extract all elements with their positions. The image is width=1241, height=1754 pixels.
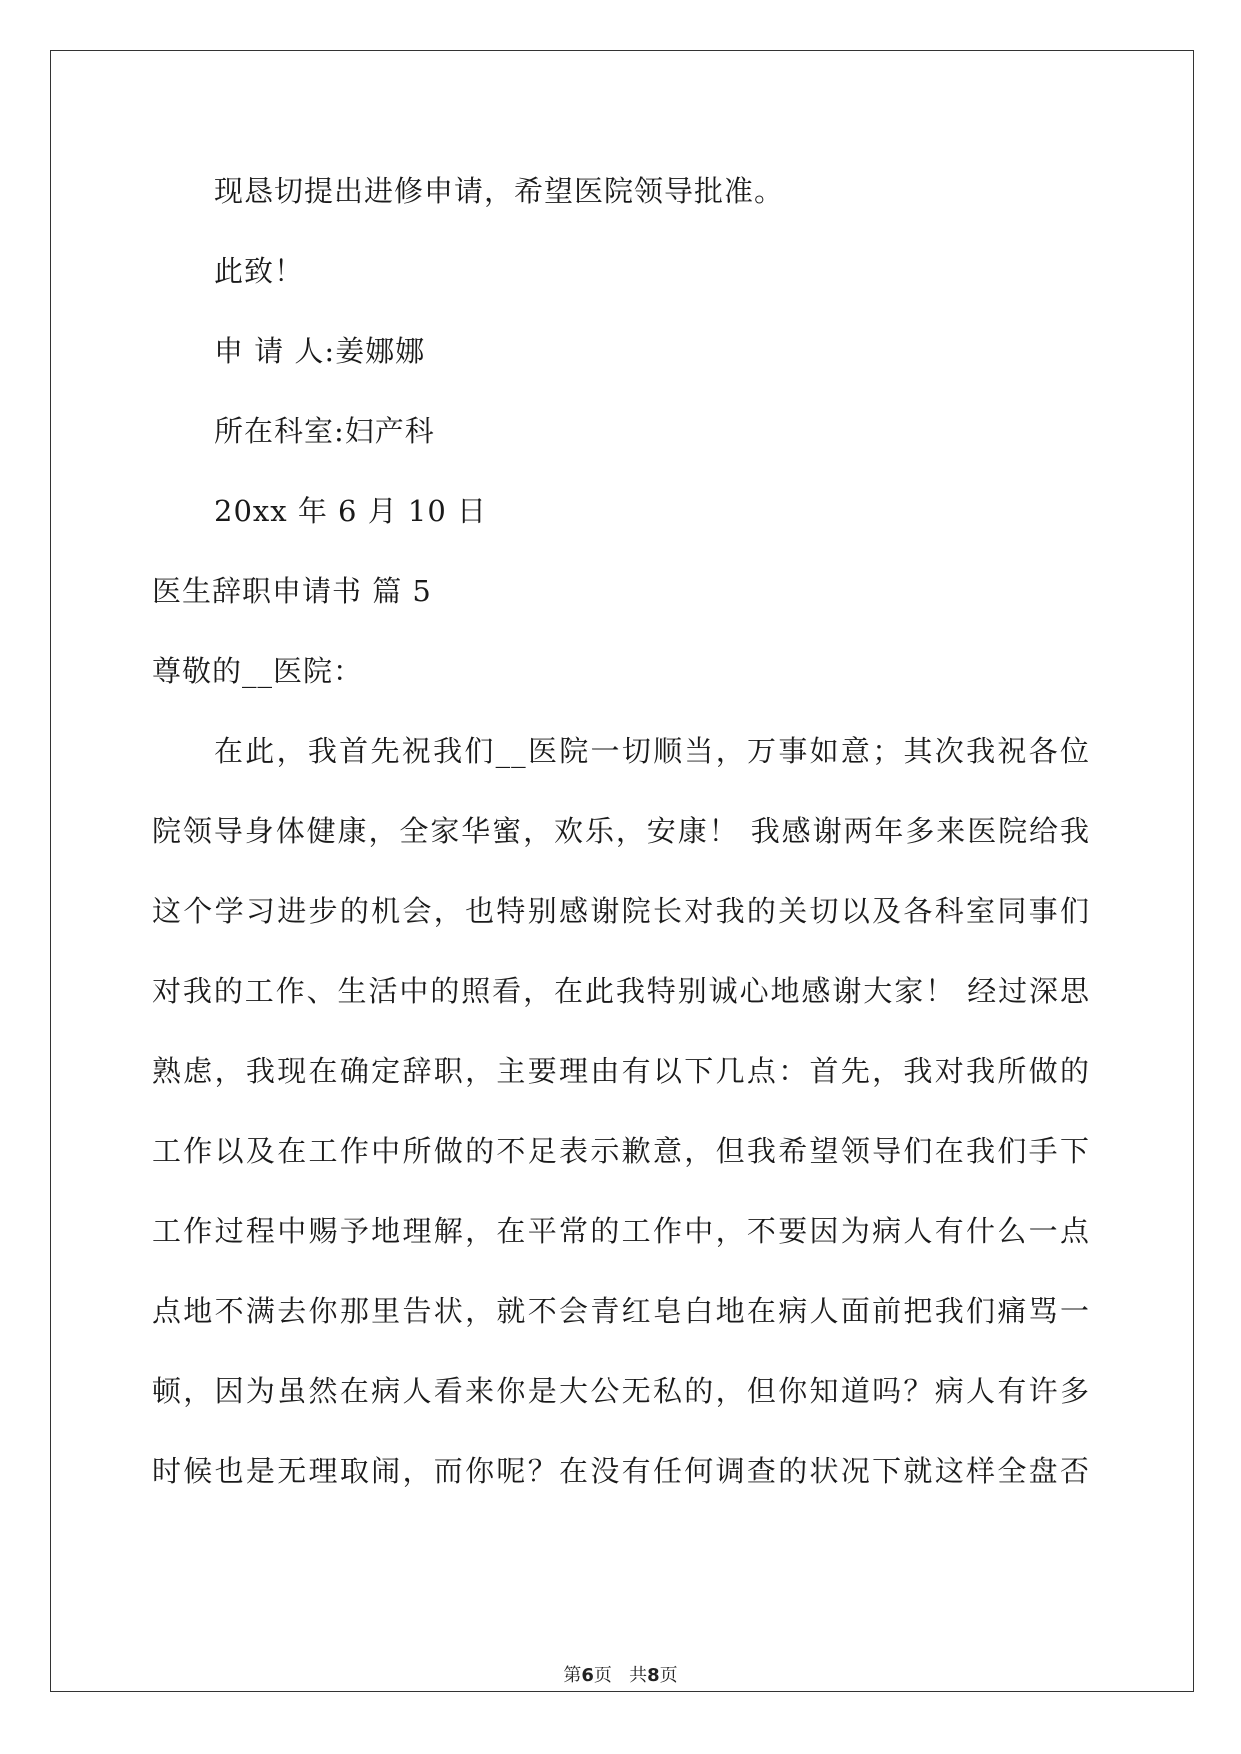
- body-line: 院领导身体健康，全家华蜜，欢乐，安康！ 我感谢两年多来医院给我: [152, 814, 1090, 848]
- body-line: 这个学习进步的机会，也特别感谢院长对我的关切以及各科室同事们: [152, 894, 1090, 928]
- department-line: 所在科室:妇产科: [214, 414, 435, 448]
- body-line: 点地不满去你那里告状，就不会青红皂白地在病人面前把我们痛骂一: [152, 1294, 1090, 1328]
- body-line: 顿，因为虽然在病人看来你是大公无私的，但你知道吗？病人有许多: [152, 1374, 1090, 1408]
- page-border: [50, 50, 1194, 1692]
- body-line: 工作以及在工作中所做的不足表示歉意，但我希望领导们在我们手下: [152, 1134, 1090, 1168]
- applicant-line: 申 请 人:姜娜娜: [214, 334, 426, 368]
- body-line: 对我的工作、生活中的照看，在此我特别诚心地感谢大家！ 经过深思: [152, 974, 1090, 1008]
- page-footer: [0, 1664, 1241, 1688]
- body-line: 工作过程中赐予地理解，在平常的工作中，不要因为病人有什么一点: [152, 1214, 1090, 1248]
- salutation: 尊敬的__医院：: [152, 654, 364, 688]
- body-line: 熟虑，我现在确定辞职，主要理由有以下几点：首先，我对我所做的: [152, 1054, 1090, 1088]
- date-line: 20xx 年 6 月 10 日: [214, 494, 488, 528]
- total-page-number: 8: [647, 1665, 660, 1686]
- body-line: 时候也是无理取闹，而你呢？在没有任何调查的状况下就这样全盘否: [152, 1454, 1090, 1488]
- footer-prefix: 第: [563, 1665, 582, 1686]
- section-title: 医生辞职申请书 篇 5: [152, 574, 432, 608]
- body-line: 在此，我首先祝我们__医院一切顺当，万事如意；其次我祝各位: [214, 734, 1090, 768]
- footer-middle: 页 共: [593, 1665, 648, 1686]
- request-sentence: 现恳切提出进修申请，希望医院领导批准。: [214, 174, 785, 208]
- footer-suffix: 页: [659, 1665, 678, 1686]
- current-page-number: 6: [581, 1665, 594, 1686]
- closing-greeting: 此致！: [214, 254, 305, 288]
